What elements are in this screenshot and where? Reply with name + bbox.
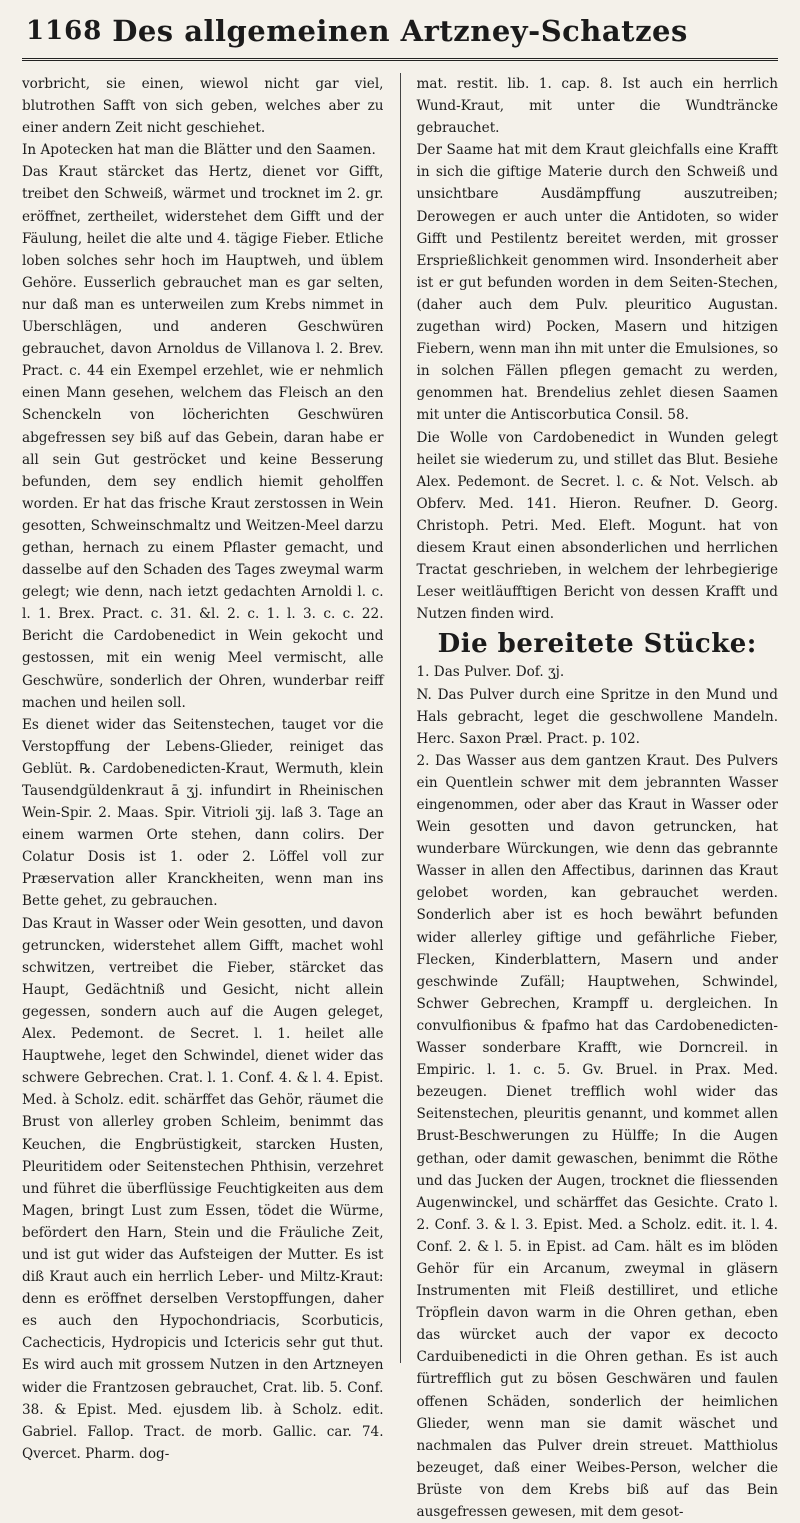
text-columns <box>22 73 779 1520</box>
paragraph: Das Kraut in Wasser oder Wein gesotten, und davon getruncken, widerstehet allem Gifft, machet wohl schwitzen, vertreibet die Fieber, stärcket das Haupt, Gedächtniß und Gesicht, nicht allein gegessen, sondern auch auf die Augen geleget, Alex. Pedemont. de Secret. l. 1. heilet alle Hauptwehe, leget den Schwindel, dienet wider das schwere Gebrechen. Crat. l. 1. Conf. 4. & l. 4. Epist. Med. à Scholz. edit. schärffet das Gehör, räumet die Brust von allerley groben Schleim, benimmt das Keuchen, die Engbrüstigkeit, starcken Husten, Pleuritidem oder Seitenstechen Phthisin, verzehret und führet die überflüssige Feuchtigkeiten aus dem Magen, bringt Lust zum Essen, tödet die Würme, befördert den Harn, Stein und die Fräuliche Zeit, und ist gut wider das Aufsteigen der Mutter. Es ist diß Kraut auch ein herrlich Leber- und Miltz-Kraut: denn es eröffnet derselben Verstopffungen, daher es auch den Hypochondriacis, Scorbuticis, Cachecticis, Hydropicis und Ictericis sehr gut thut. Es wird auch mit grossem Nutzen in den Artzneyen wider die Frantzosen gebrauchet, Crat. lib. 5. Conf. 38. & Epist. Med. ejusdem lib. à Scholz. edit. Gabriel. Fallop. Tract. de morb. Gallic. car. 74. Qvercet. Pharm. dog- <box>22 915 384 1462</box>
page-number: 1168 <box>26 16 103 46</box>
paragraph: mat. restit. lib. 1. cap. 8. Ist auch ein herrlich Wund-Kraut, mit unter die Wundträncke gebrauchet. <box>416 76 779 137</box>
paragraph: N. Das Pulver durch eine Spritze in den Mund und Hals gebracht, leget die geschwollene Mandeln. Herc. Saxon Præl. Pract. p. 102. <box>416 686 779 747</box>
running-title: Des allgemeinen Artzney-Schatzes <box>112 14 688 48</box>
left-column <box>22 73 394 1462</box>
paragraph: 1. Das Pulver. Dof. ʒj. <box>416 664 565 681</box>
page-header <box>22 14 778 61</box>
paragraph: In Apotecken hat man die Blätter und den Saamen. <box>22 142 376 159</box>
section-heading: Die bereitete Stücke: <box>437 629 757 660</box>
right-column <box>407 73 779 1520</box>
paragraph: vorbricht, sie einen, wiewol nicht gar viel, blutrothen Safft von sich geben, welches aber zu einer andern Zeit nicht geschiehet. <box>22 76 384 137</box>
paragraph: Der Saame hat mit dem Kraut gleichfalls eine Krafft in sich die giftige Materie durch den Schweiß und unsichtbare Ausdämpffung auszutreiben; Derowegen er auch unter die Antidoten, so wider Gifft und Pestilentz bereitet werden, mit grosser Ersprießlichkeit genommen wird. Insonderheit aber ist er gut befunden worden in dem Seiten-Stechen, (daher auch dem Pulv. pleuritico Augustan. zugethan wird) Pocken, Masern und hitzigen Fiebern, wenn man ihn mit unter die Emulsiones, so in solchen Fällen pflegen gemacht zu werden, genommen hat. Brendelius zehlet diesen Saamen mit unter die Antiscorbutica Consil. 58. <box>416 142 779 424</box>
paragraph: Die Wolle von Cardobenedict in Wunden gelegt heilet sie wiederum zu, und stillet das Blut. Besiehe Alex. Pedemont. de Secret. l. c. & Not. Velsch. ab Obferv. Med. 141. Hieron. Reufner. D. Georg. Christoph. Petri. Med. Eleft. Mogunt. hat von diesem Kraut einen absonderlichen und herrlichen Tractat geschrieben, in welchem der lehrbegierige Leser weitläufftigen Bericht von dessen Krafft und Nutzen finden wird. <box>416 429 779 623</box>
paragraph: Das Kraut stärcket das Hertz, dienet vor Gifft, treibet den Schweiß, wärmet und trocknet im 2. gr. eröffnet, zertheilet, widerstehet dem Gifft und der Fäulung, heilet die alte und 4. tägige Fieber. Etliche loben solches sehr hoch im Hauptweh, und üblem Gehöre. Eusserlich gebrauchet man es gar selten, nur daß man es unterweilen zum Krebs nimmet in Uberschlägen, und anderen Geschwüren gebrauchet, davon Arnoldus de Villanova l. 2. Brev. Pract. c. 44 ein Exempel erzehlet, wie er nehmlich einen Mann gesehen, welchem das Fleisch an den Schenckeln von löcherichten Geschwüren abgefressen sey biß auf das Gebein, daran habe er all sein Gut geströcket und keine Besserung befunden, dem sey endlich hiemit geholffen worden. Er hat das frische Kraut zerstossen in Wein gesotten, Schweinschmaltz und Weitzen-Meel darzu gethan, hernach zu einem Pflaster gemacht, und dasselbe auf den Schaden des Tages zweymal warm gelegt; wie denn, nach ietzt gedachten Arnoldi l. c. l. 1. Brex. Pract. c. 31. &l. 2. c. 1. l. 3. c. c. 22. Bericht die Cardobenedict in Wein gekocht und gestossen, mit ein wenig Meel vermischt, alle Geschwüre, sonderlich der Ohren, wunderbar reiff machen und heilen soll. <box>22 164 384 711</box>
paragraph: 2. Das Wasser aus dem gantzen Kraut. Des Pulvers ein Quentlein schwer mit dem jebrannten Wasser eingenommen, oder aber das Kraut in Wasser oder Wein gesotten und davon getruncken, hat wunderbare Würckungen, wie denn das gebrannte Wasser in allen den Affectibus, darinnen das Kraut gelobet worden, kan gebrauchet werden. Sonderlich aber ist es hoch bewährt befunden wider allerley giftige und gefährliche Fieber, Flecken, Kinderblattern, Masern und ander geschwinde Zufäll; Hauptwehen, Schwindel, Schwer Gebrechen, Krampff u. dergleichen. In convulfionibus & fpafmo hat das Cardobenedicten-Wasser sonderbare Krafft, wie Dorncreil. in Empiric. l. 1. c. 5. Gv. Bruel. in Prax. Med. bezeugen. Dienet trefflich wohl wider das Seitenstechen, pleuritis genannt, und kommet allen Brust-Beschwerungen zu Hülffe; In die Augen gethan, oder damit gewaschen, benimmt die Röthe und das Jucken der Augen, trocknet die fliessenden Augenwinckel, und schärffet das Gesichte. Crato l. 2. Conf. 3. & l. 3. Epist. Med. a Scholz. edit. it. l. 4. Conf. 2. & l. 5. in Epist. ad Cam. hält es im blöden Gehör für ein Arcanum, zweymal in gläsern Instrumenten mit Fleiß destilliret, und etliche Tröpflein davon warm in die Ohren gethan, eben das würcket auch der vapor ex decocto Carduibenedicti in die Ohren gethan. Es ist auch fürtrefflich gut zu bösen Geschwären und faulen offenen Schäden, sonderlich der heimlichen Glieder, wenn man sie damit wäschet und nachmalen das Pulver drein streuet. Matthiolus bezeuget, daß einer Weibes-Person, welcher die Brüste von dem Krebs biß auf das Bein ausgefressen gewesen, mit dem gesot- <box>416 752 779 1520</box>
paragraph: Es dienet wider das Seitenstechen, tauget vor die Verstopffung der Lebens-Glieder, reiniget das Geblüt. ℞. Cardobenedicten-Kraut, Wermuth, klein Tausendgüldenkraut ā ʒj. infundirt in Rheinischen Wein-Spir. 2. Maas. Spir. Vitrioli ʒij. laß 3. Tage an einem warmen Orte stehen, dann colirs. Der Colatur Dosis ist 1. oder 2. Löffel voll zur Præservation aller Kranckheiten, wenn man ins Bette gehet, zu gebrauchen. <box>22 716 384 910</box>
column-divider <box>400 73 401 1363</box>
